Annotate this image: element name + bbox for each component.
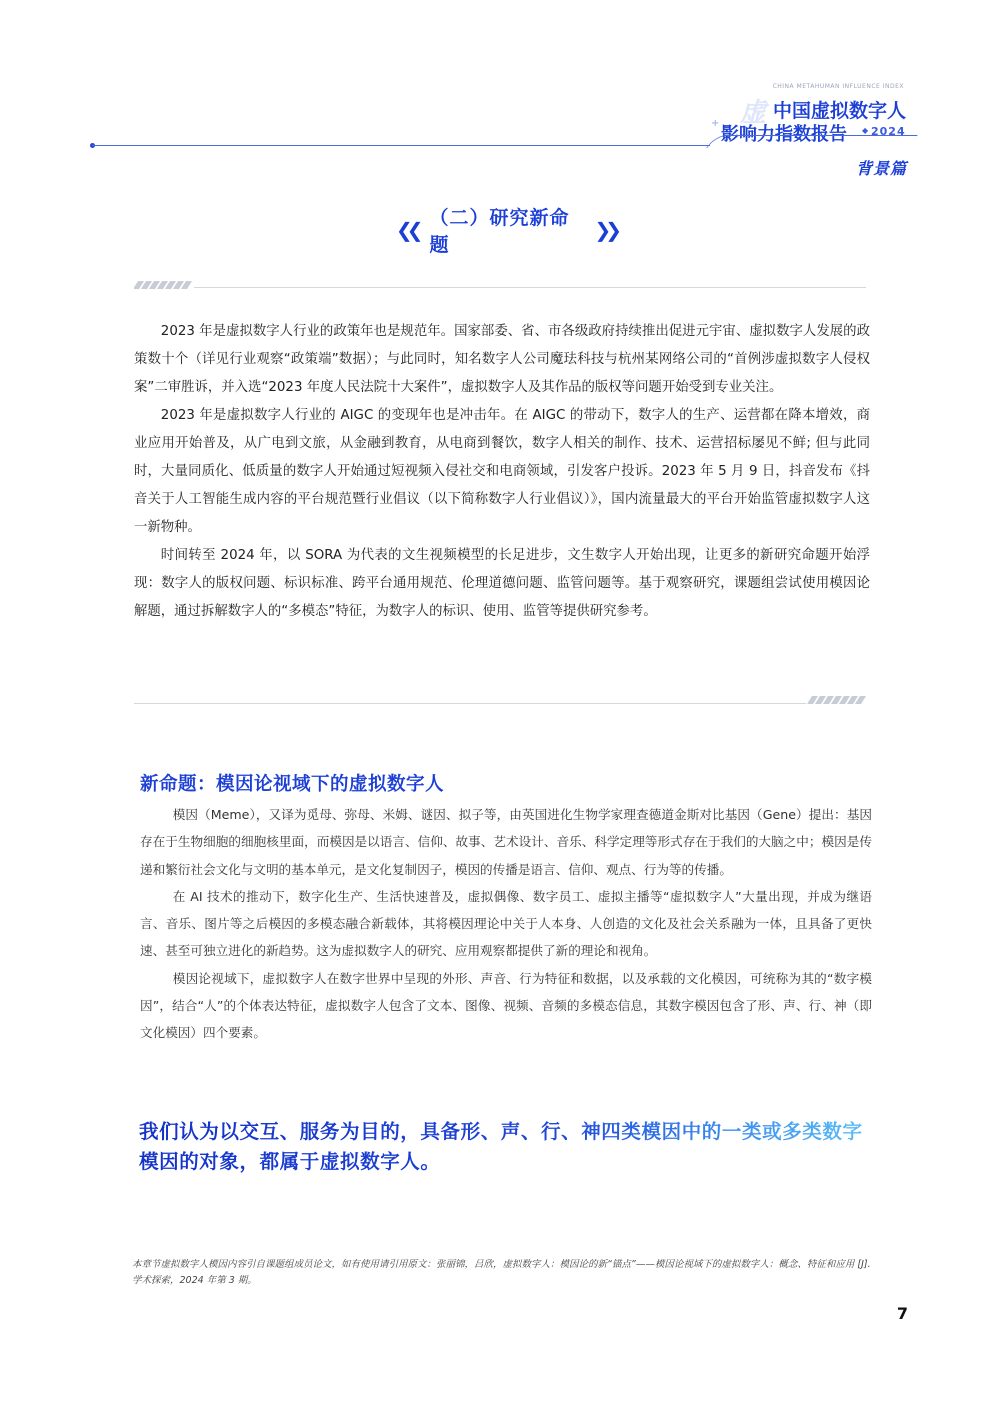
sub-paragraph: 模因论视域下，虚拟数字人在数字世界中呈现的外形、声音、行为特征和数据，以及承载的文化模因，可统称为其的“数字模因”，结合“人”的个体表达特征，虚拟数字人包含了文本、图像、视频、音频的多模态信息，其数字模因包含了形、声、行、神（即文化模因）四个要素。 (140, 970, 872, 1041)
footnote: 本章节虚拟数字人模因内容引自课题组成员论文，如有使用请引用原文：张丽锦，吕欣，虚拟数字人：模因论的新“锚点”——模因论视域下的虚拟数字人：概念、特征和应用 [J]. 学术探索，2024 年第 3 期。 (132, 1259, 871, 1286)
header-divider (92, 145, 710, 146)
bottom-decorative-rule (134, 696, 866, 706)
highlight-statement: 我们认为以交互、服务为目的，具备形、声、行、神四类模因中的一类或多类数字模因的对象，都属于虚拟数字人。 (139, 1117, 879, 1177)
header-year: 2024 (871, 125, 906, 138)
sub-section-title: 新命题：模因论视域下的虚拟数字人 (140, 774, 445, 795)
plus-icon: + (711, 118, 720, 129)
main-paragraph: 2023 年是虚拟数字人行业的 AIGC 的变现年也是冲击年。在 AIGC 的带动下，数字人的生产、运营都在降本增效，商业应用开始普及，从广电到文旅，从金融到教育，从电商到餐饮，数字人相关的制作、技术、运营招标屡见不鲜; 但与此同时，大量同质化、低质量的数字人开始通过短视频入侵社交和电商领域，引发客户投诉。2023 年 5 月 9 日，抖音发布《抖音关于人工智能生成内容的平台规范暨行业倡议（以下简称数字人行业倡议）》，国内流量最大的平台开始监管虚拟数字人这一新物种。 (134, 408, 870, 535)
double-chevron-right-icon: ❯❯ (594, 218, 616, 242)
header-section-label: 背景篇 (855, 159, 907, 178)
top-decorative-rule (134, 281, 866, 291)
page-number: 7 (896, 1304, 908, 1323)
main-paragraph: 时间转至 2024 年，以 SORA 为代表的文生视频模型的长足进步，文生数字人开始出现，让更多的新研究命题开始浮现：数字人的版权问题、标识标准、跨平台通用规范、伦理道德问题、监管问题等。基于观察研究，课题组尝试使用模因论解题，通过拆解数字人的“多模态”特征，为数字人的标识、使用、监管等提供研究参考。 (134, 548, 870, 619)
diamond-icon: ◆ (862, 126, 869, 135)
sub-paragraph: 在 AI 技术的推动下，数字化生产、生活快速普及，虚拟偶像、数字员工、虚拟主播等“虚拟数字人”大量出现，并成为继语言、音乐、图片等之后模因的多模态融合新载体，其将模因理论中关于人本身、人创造的文化及社会关系融为一体，且具备了更快速、甚至可独立进化的新趋势。这为虚拟数字人的研究、应用观察都提供了新的理论和视角。 (140, 888, 872, 959)
sub-section-body (140, 801, 872, 1047)
double-chevron-left-icon: ❮❮ (396, 218, 418, 242)
header-divider-curve (706, 135, 918, 148)
section-heading (396, 207, 616, 256)
header-title-line1: 中国虚拟数字人 (772, 100, 906, 122)
main-paragraph: 2023 年是虚拟数字人行业的政策年也是规范年。国家部委、省、市各级政府持续推出促进元宇宙、虚拟数字人发展的政策数十个（详见行业观察“政策端”数据）；与此同时，知名数字人公司魔珐科技与杭州某网络公司的“首例涉虚拟数字人侵权案”二审胜诉，并入选“2023 年度人民法院十大案件”，虚拟数字人及其作品的版权等问题开始受到专业关注。 (134, 324, 870, 395)
main-body (134, 318, 870, 626)
sub-paragraph: 模因（Meme），又译为觅母、弥母、米姆、谜因、拟子等，由英国进化生物学家理查德道金斯对比基因（Gene）提出：基因存在于生物细胞的细胞核里面，而模因是以语言、信仰、故事、艺术设计、音乐、科学定理等形式存在于我们的大脑之中；模因是传递和繁衍社会文化与文明的基本单元，是文化复制因子，模因的传播是语言、信仰、观点、行为等的传播。 (140, 807, 872, 877)
section-heading-text: （二）研究新命题 (429, 207, 570, 256)
header-english-title: CHINA METAHUMAN INFLUENCE INDEX (772, 83, 904, 90)
header-ghost-glyph: 虚 (740, 98, 765, 128)
header-title-line2: 影响力指数报告 (721, 124, 847, 145)
